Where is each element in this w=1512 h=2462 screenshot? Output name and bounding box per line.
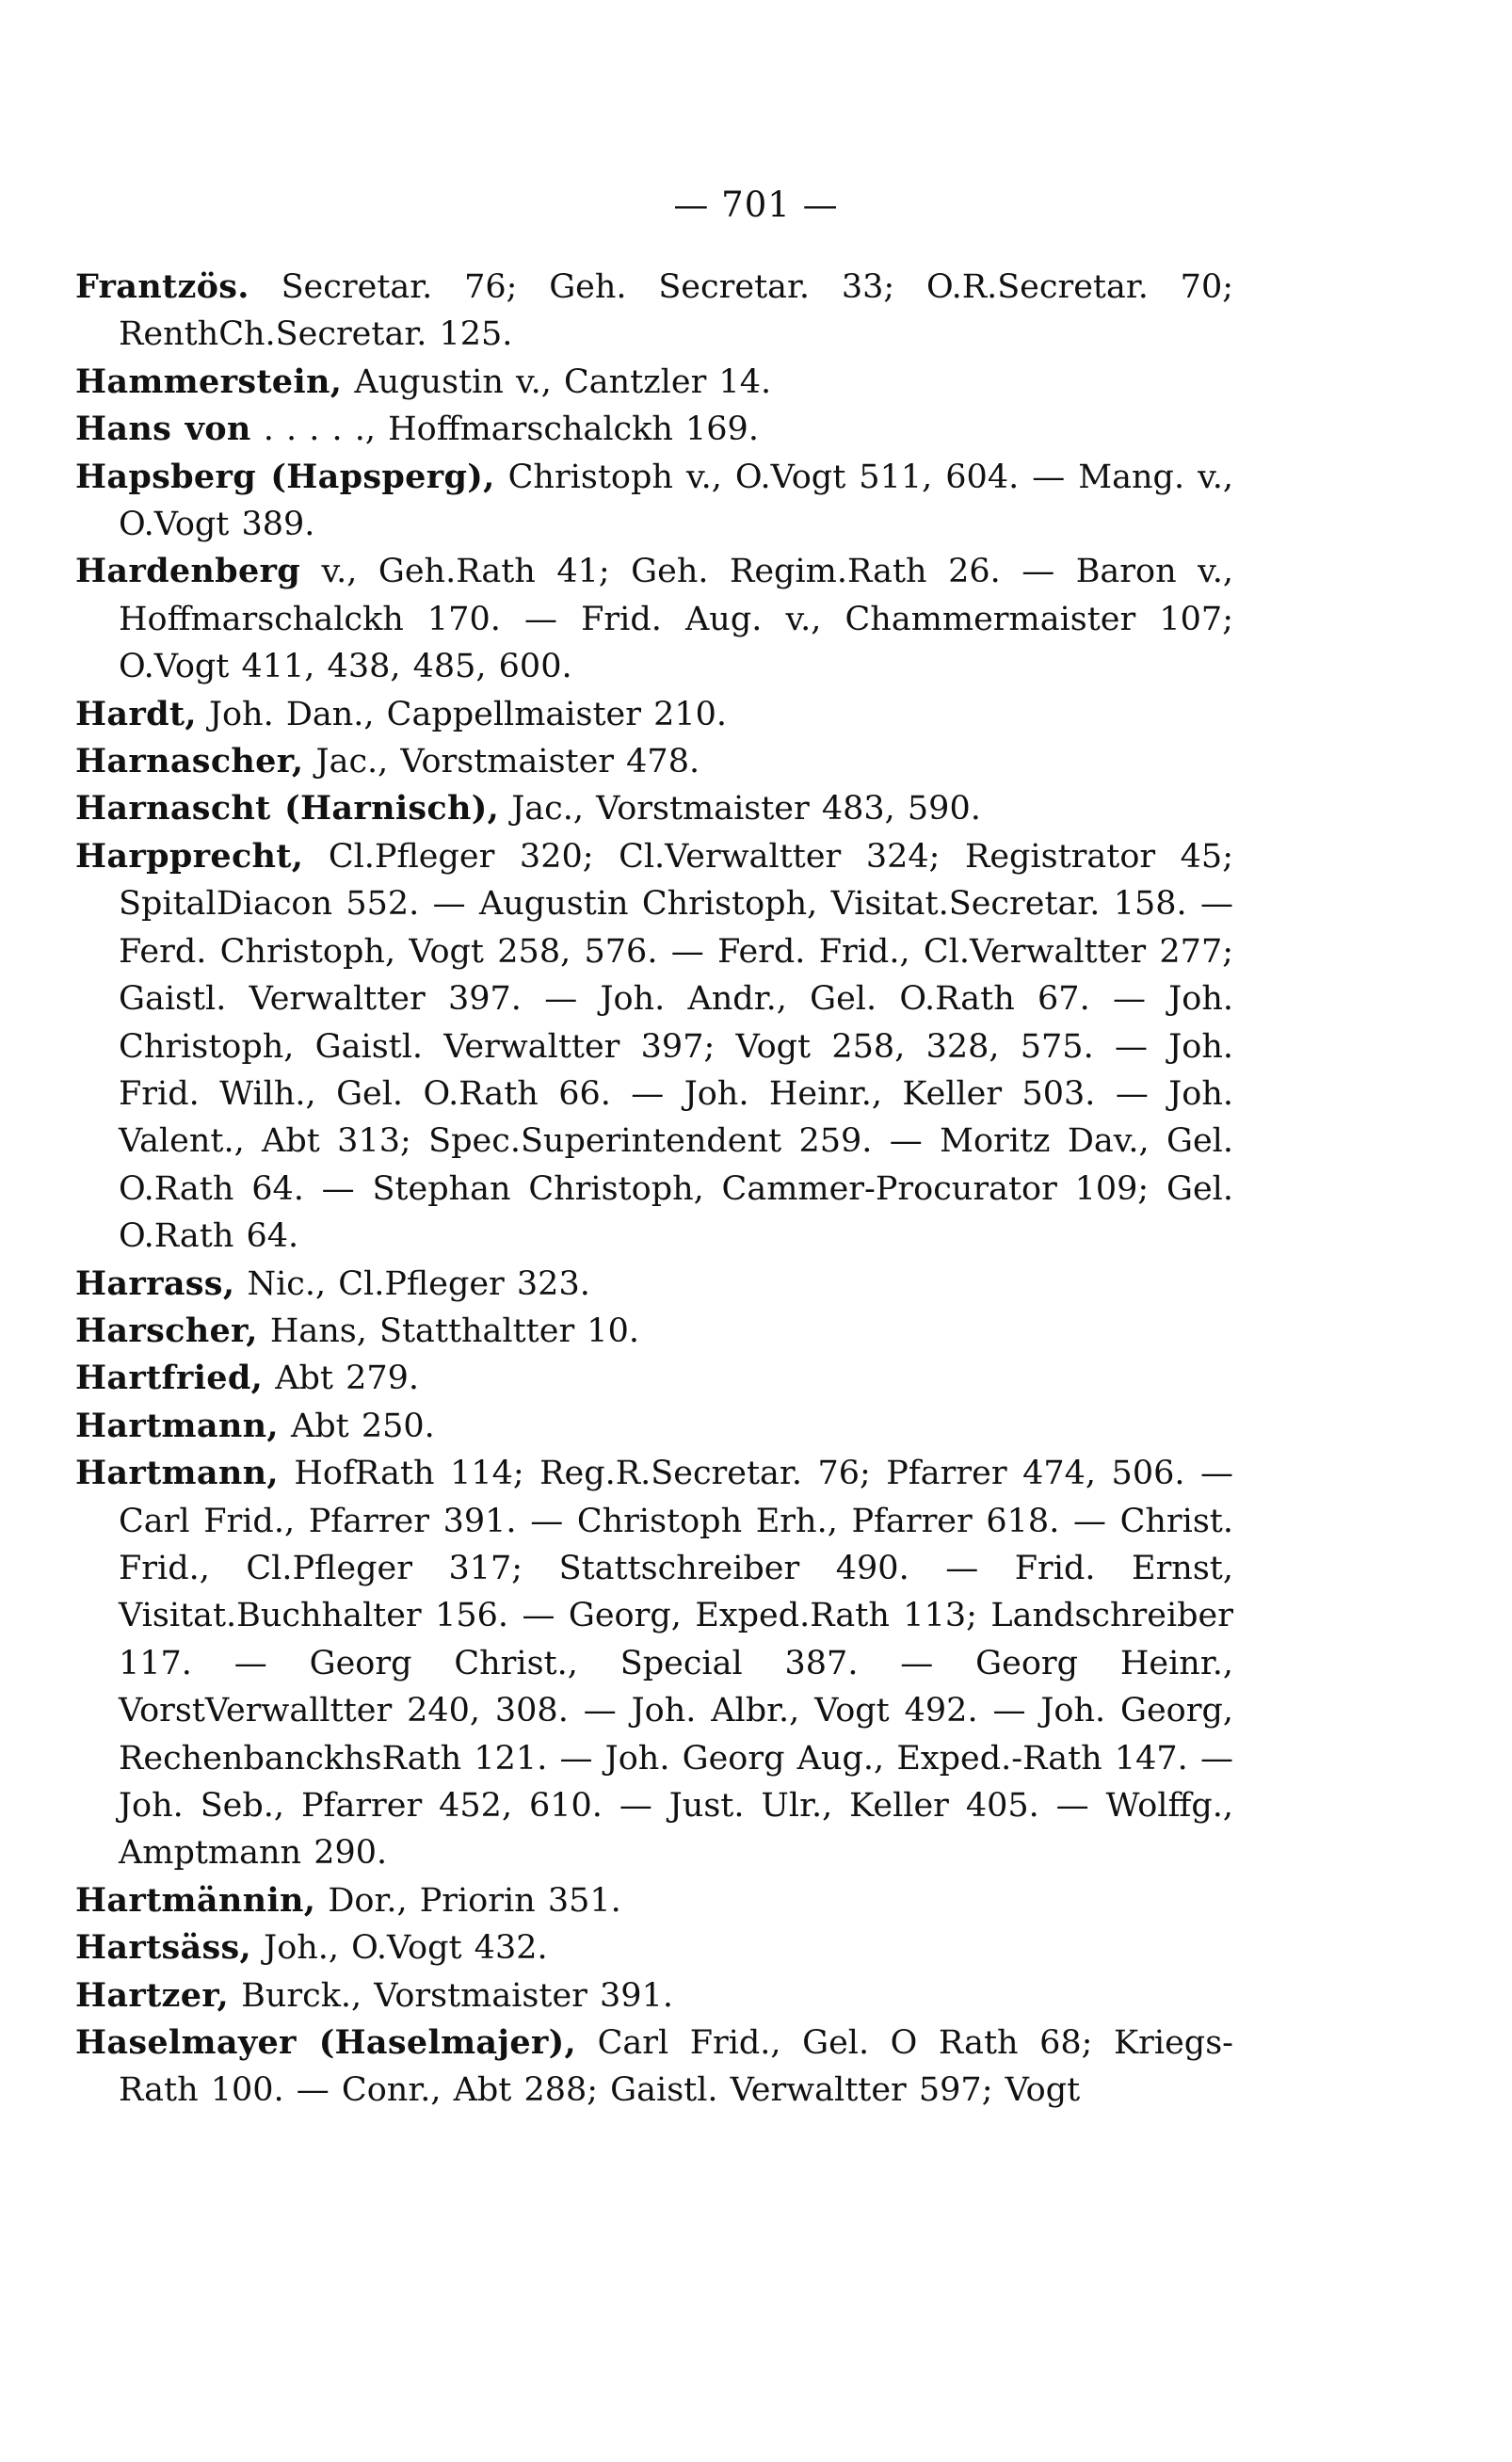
entry-hans-von (75, 406, 1233, 453)
entry-text: Hans, Statthaltter 10. (257, 1311, 639, 1350)
entry-hammerstein (75, 359, 1233, 406)
entry-head: Hartzer, (75, 1975, 229, 2015)
register-entries (75, 264, 1233, 2115)
entry-harnascher (75, 738, 1233, 785)
entry-text: Dor., Priorin 351. (315, 1881, 621, 1920)
entry-text: HofRath 114; Reg.R.Secretar. 76; Pfarrer 474, 506. — Carl Frid., Pfarrer 391. — Christoph Erh., Pfarrer 618. — Christ. Frid., Cl.Pfleger 317; Stattschreiber 490. — Frid. Ernst, Visitat.Buchhalter 156. — Georg, Exped.Rath 113; Landschreiber 117. — Georg Christ., Special 387. — Georg Heinr., VorstVerwalltter 240, 308. — Joh. Albr., Vogt 492. — Joh. Georg, RechenbanckhsRath 121. — Joh. Georg Aug., Exped.-Rath 147. — Joh. Seb., Pfarrer 452, 610. — Just. Ulr., Keller 405. — Wolffg., Amptmann 290. (119, 1455, 1233, 1873)
entry-text: Augustin v., Cantzler 14. (342, 362, 772, 401)
entry-head: Hartmann, (75, 1454, 279, 1493)
entry-head: Haselmayer (Haselmajer), (75, 2023, 576, 2063)
entry-harrass (75, 1261, 1233, 1308)
entry-head: Hartmännin, (75, 1880, 316, 1920)
entry-harpprecht (75, 833, 1233, 1261)
entry-haselmayer (75, 2019, 1233, 2115)
entry-head: Hardenberg (75, 552, 301, 591)
entry-head: Harpprecht, (75, 836, 304, 876)
entry-harscher (75, 1308, 1233, 1355)
entry-text: Abt 250. (278, 1407, 435, 1445)
entry-harnascht (75, 785, 1233, 832)
entry-head: Harscher, (75, 1311, 258, 1350)
entry-head: Hans von (75, 410, 251, 449)
entry-hardenberg (75, 548, 1233, 690)
entry-text: Joh., O.Vogt 432. (251, 1929, 548, 1968)
entry-text: . . . . ., Hoffmarschalckh 169. (250, 410, 759, 449)
entry-hapsberg (75, 454, 1233, 549)
entry-text: Jac., Vorstmaister 483, 590. (499, 790, 981, 829)
page-number: — 701 — (673, 185, 839, 225)
entry-text: v., Geh.Rath 41; Geh. Regim.Rath 26. — Baron v., Hoffmarschalckh 170. — Frid. Aug. v., Chammermaister 107; O.Vogt 411, 438, 485, 600. (119, 553, 1233, 686)
entry-head: Hartsäss, (75, 1928, 252, 1968)
entry-text: Carl Frid., Gel. O Rath 68; Kriegs-Rath 100. — Conr., Abt 288; Gaistl. Verwaltter 597; Vogt (119, 2024, 1233, 2110)
entry-text: Christoph v., O.Vogt 511, 604. — Mang. v., O.Vogt 389. (119, 458, 1233, 544)
entry-text: Joh. Dan., Cappellmaister 210. (196, 695, 728, 733)
entry-hartmaennin (75, 1877, 1233, 1924)
entry-hardt (75, 691, 1233, 738)
entry-head: Hartfried, (75, 1359, 264, 1398)
entry-head: Harnascht (Harnisch), (75, 789, 500, 829)
entry-text: Burck., Vorstmaister 391. (228, 1976, 673, 2015)
entry-hartmann-abt (75, 1403, 1233, 1450)
entry-text: Abt 279. (263, 1360, 420, 1398)
entry-text: Jac., Vorstmaister 478. (303, 743, 700, 781)
entry-hartsaess (75, 1924, 1233, 1971)
entry-head: Hammerstein, (75, 362, 343, 401)
entry-head: Harrass, (75, 1263, 235, 1303)
entry-text: Nic., Cl.Pfleger 323. (234, 1264, 590, 1303)
entry-head: Harnascher, (75, 742, 304, 781)
entry-hartzer (75, 1972, 1233, 2019)
entry-head: Hardt, (75, 694, 197, 733)
entry-head: Hapsberg (Hapsperg), (75, 457, 495, 496)
entry-text: Cl.Pfleger 320; Cl.Verwaltter 324; Registrator 45; SpitalDiacon 552. — Augustin Christoph, Visitat.Secretar. 158. — Ferd. Christoph, Vogt 258, 576. — Ferd. Frid., Cl.Verwaltter 277; Gaistl. Verwaltter 397. — Joh. Andr., Gel. O.Rath 67. — Joh. Christoph, Gaistl. Verwaltter 397; Vogt 258, 328, 575. — Joh. Frid. Wilh., Gel. O.Rath 66. — Joh. Heinr., Keller 503. — Joh. Valent., Abt 313; Spec.Superintendent 259. — Moritz Dav., Gel. O.Rath 64. — Stephan Christoph, Cammer-Procurator 109; Gel. O.Rath 64. (119, 837, 1233, 1256)
entry-text: Secretar. 76; Geh. Secretar. 33; O.R.Secretar. 70; RenthCh.Secretar. 125. (119, 268, 1233, 354)
entry-hartfried (75, 1355, 1233, 1402)
entry-hartmann (75, 1450, 1233, 1877)
entry-head: Hartmann, (75, 1406, 279, 1445)
entry-head: Frantzös. (75, 267, 249, 306)
entry-frantzoes (75, 264, 1233, 359)
